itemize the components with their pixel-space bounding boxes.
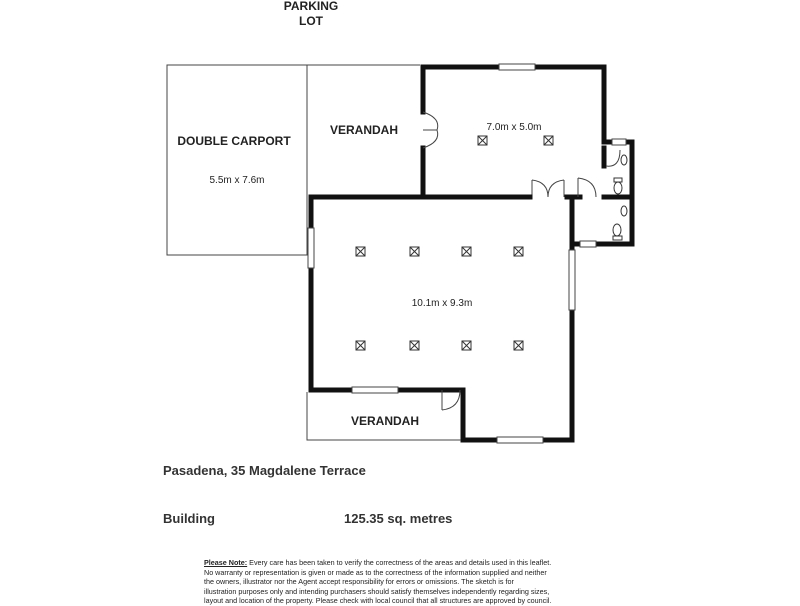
ceiling-light-main-3 bbox=[462, 247, 471, 256]
parking-lot-label-line2: LOT bbox=[299, 14, 323, 28]
window-bathroom-bottom bbox=[580, 241, 596, 247]
ceiling-light-main-7 bbox=[462, 341, 471, 350]
main-room-size: 10.1m x 9.3m bbox=[411, 298, 473, 309]
toilet-icon bbox=[614, 178, 622, 194]
toilet-icon-2 bbox=[613, 224, 622, 240]
door-main-bottom bbox=[442, 390, 460, 410]
disclaimer-line-2: No warranty or representation is given or made as to the correctness of the information supplied and neither bbox=[204, 567, 547, 577]
ceiling-light-main-5 bbox=[356, 341, 365, 350]
ceiling-light-main-8 bbox=[514, 341, 523, 350]
verandah-top bbox=[307, 65, 420, 137]
door-upper-left bbox=[423, 112, 438, 148]
door-upper-right bbox=[578, 178, 596, 197]
verandah-bottom-label: VERANDAH bbox=[350, 414, 420, 428]
window-upper-top bbox=[499, 64, 535, 70]
ceiling-light-upper-1 bbox=[478, 136, 487, 145]
ceiling-light-main-2 bbox=[410, 247, 419, 256]
parking-lot-label-line1: PARKING bbox=[283, 0, 339, 13]
disclaimer-line-3: the owners, illustrator nor the Agent accept responsibility for errors or omissions. The sketch is for bbox=[204, 577, 514, 587]
disclaimer-line-1-text: Every care has been taken to verify the correctness of the areas and details used in this leaflet. bbox=[249, 558, 552, 567]
property-address: Pasadena, 35 Magdalene Terrace bbox=[163, 463, 366, 478]
building-area: 125.35 sq. metres bbox=[344, 511, 453, 526]
window-main-right bbox=[569, 250, 575, 310]
double-carport-size: 5.5m x 7.6m bbox=[209, 175, 265, 186]
disclaimer-heading: Please Note: bbox=[204, 558, 248, 567]
window-bathroom-top bbox=[612, 139, 626, 145]
window-main-bottom-right bbox=[497, 437, 543, 443]
building-label: Building bbox=[163, 511, 215, 526]
verandah-top-label: VERANDAH bbox=[329, 123, 399, 137]
door-between-rooms bbox=[532, 180, 564, 197]
window-main-left bbox=[308, 228, 314, 268]
upper-room-size: 7.0m x 5.0m bbox=[486, 122, 542, 133]
bathroom bbox=[572, 142, 632, 244]
double-carport-label: DOUBLE CARPORT bbox=[177, 134, 291, 148]
disclaimer-line-5: layout and location of the property. Please check with local council that all structures are approved by council. bbox=[204, 596, 552, 606]
ceiling-light-upper-2 bbox=[544, 136, 553, 145]
ceiling-light-main-1 bbox=[356, 247, 365, 256]
ceiling-light-main-6 bbox=[410, 341, 419, 350]
disclaimer-note bbox=[204, 558, 604, 606]
disclaimer-line-1 bbox=[204, 558, 604, 568]
door-bathroom bbox=[606, 150, 620, 166]
verandah-bottom bbox=[307, 392, 461, 440]
window-main-bottom-left bbox=[352, 387, 398, 393]
disclaimer-line-4: illustration purposes only and intending purchasers should satisfy themselves independently regarding sizes, bbox=[204, 586, 550, 596]
ceiling-light-main-4 bbox=[514, 247, 523, 256]
double-carport bbox=[167, 65, 307, 255]
